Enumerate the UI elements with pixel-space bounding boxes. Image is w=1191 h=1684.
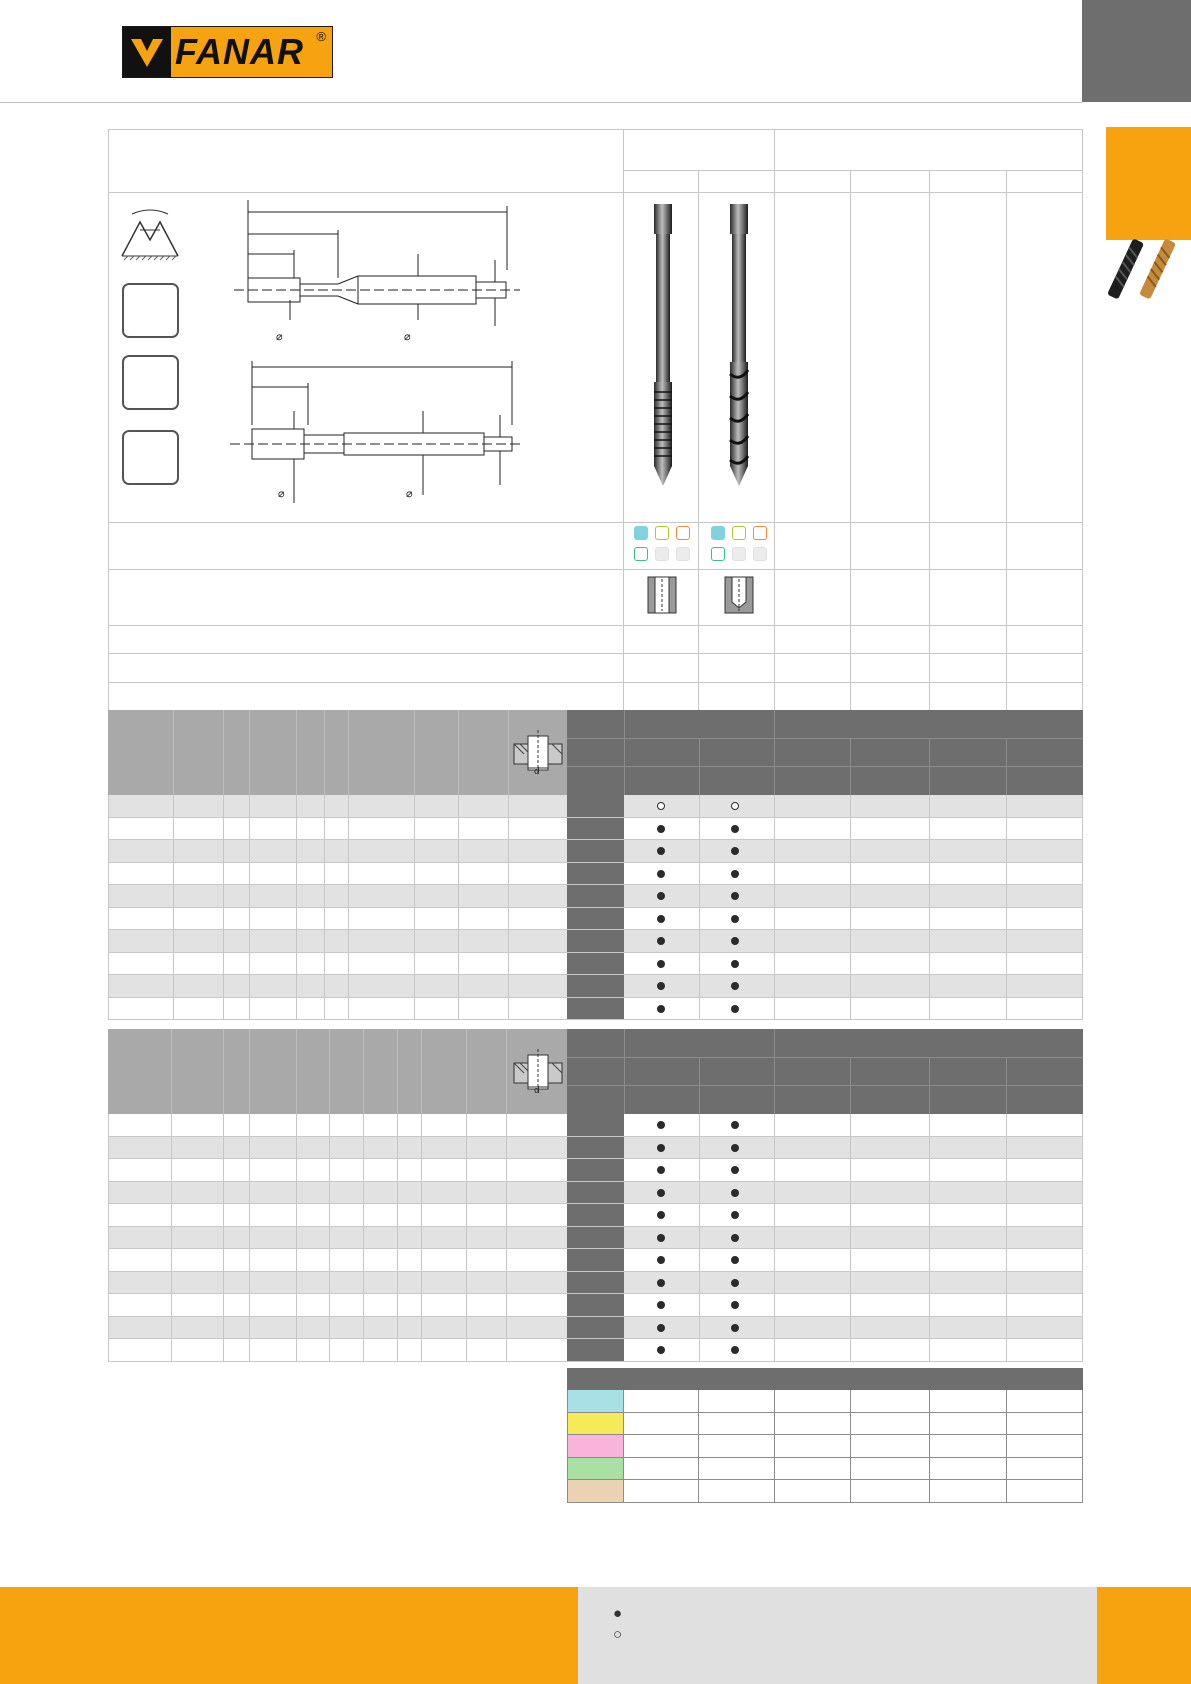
grid-line	[108, 1019, 1083, 1020]
grid-line	[108, 1114, 109, 1362]
stock-mark	[731, 1166, 739, 1174]
row-label-cell	[567, 1339, 624, 1362]
grid-line	[296, 710, 297, 795]
grid-line	[850, 1114, 851, 1362]
grid-line	[506, 1029, 507, 1114]
stock-mark	[657, 1256, 665, 1264]
grid-line	[774, 795, 775, 1020]
footer-legend-panel	[578, 1587, 1097, 1684]
row-label-cell	[567, 1114, 624, 1137]
row-label-cell	[567, 998, 624, 1021]
grid-line	[348, 795, 349, 1020]
diameter-symbol: ⌀	[276, 330, 283, 343]
grid-line	[324, 795, 325, 1020]
stock-mark	[657, 1301, 665, 1309]
fanar-logo	[122, 26, 333, 78]
row-label-cell	[567, 1137, 624, 1160]
grid-line	[329, 1114, 330, 1362]
stock-mark	[731, 1324, 739, 1332]
logo-text: FANAR	[175, 31, 304, 72]
tap-drill-hole-icon	[512, 730, 564, 774]
grid-line	[223, 1029, 224, 1114]
table-header-block	[108, 1029, 567, 1114]
diameter-symbol: ⌀	[278, 487, 285, 500]
grid-line	[850, 1390, 851, 1503]
tolerance-box	[711, 547, 725, 561]
diameter-symbol: ⌀	[404, 330, 411, 343]
stock-mark	[657, 1144, 665, 1152]
thread-profile-icon	[118, 204, 182, 264]
stock-mark	[657, 1189, 665, 1197]
size-table-2	[108, 1029, 1083, 1362]
grid-line	[466, 1029, 467, 1114]
grid-line	[506, 1114, 507, 1362]
material-swatch	[567, 1480, 623, 1503]
material-swatch	[567, 1435, 623, 1458]
row-label-cell	[567, 1227, 624, 1250]
grid-line	[774, 1114, 775, 1362]
tolerance-box	[732, 547, 746, 561]
grid-line	[223, 795, 224, 1020]
grid-line	[1082, 1390, 1083, 1503]
row-label-cell	[567, 818, 624, 841]
tap-drawing-straight	[230, 200, 530, 350]
stock-mark	[731, 1346, 739, 1354]
straight-flute-tap-image	[646, 204, 680, 486]
tap-drill-hole-icon	[512, 1049, 564, 1093]
stock-mark	[657, 1211, 665, 1219]
grid-line	[623, 1390, 624, 1503]
tolerance-box	[676, 526, 690, 540]
grid-line	[108, 192, 1083, 193]
grid-line	[223, 710, 224, 795]
grid-line	[397, 1029, 398, 1114]
tap-thumbnail-icon	[1108, 238, 1180, 304]
material-group-icons	[711, 526, 771, 566]
material-legend-table	[567, 1368, 1083, 1504]
grid-line	[249, 1029, 250, 1114]
size-table-1	[108, 710, 1083, 1021]
row-label-cell	[567, 930, 624, 953]
tolerance-box	[732, 526, 746, 540]
stock-mark	[731, 960, 739, 968]
row-label-cell	[567, 1182, 624, 1205]
grid-line	[108, 625, 1083, 626]
grid-line	[171, 1114, 172, 1362]
grid-line	[624, 710, 625, 795]
grid-line	[850, 795, 851, 1020]
symbol-box	[122, 283, 179, 338]
grid-line	[296, 795, 297, 1020]
grid-line	[108, 569, 1083, 570]
material-group-icons	[634, 526, 694, 566]
grid-line	[1006, 795, 1007, 1020]
grid-line	[421, 1029, 422, 1114]
stock-mark	[731, 1121, 739, 1129]
stock-mark	[657, 915, 665, 923]
footer-page-tab	[1097, 1587, 1191, 1684]
row-label-cell	[567, 1294, 624, 1317]
grid-line	[458, 795, 459, 1020]
svg-text:d: d	[534, 1086, 540, 1093]
grid-line	[171, 1029, 172, 1114]
grid-line	[929, 1390, 930, 1503]
grid-line	[1082, 795, 1083, 1020]
legend-header	[567, 1368, 1083, 1390]
grid-line	[421, 1114, 422, 1362]
grid-line	[414, 795, 415, 1020]
grid-line	[698, 1390, 699, 1503]
grid-line	[223, 1114, 224, 1362]
blind-hole-icon	[724, 576, 754, 614]
grid-line	[774, 129, 775, 711]
grid-line	[698, 170, 699, 711]
row-label-cell	[567, 908, 624, 931]
grid-line	[929, 170, 930, 711]
stock-mark	[657, 1166, 665, 1174]
stock-mark	[731, 1144, 739, 1152]
stock-mark	[657, 1279, 665, 1287]
grid-line	[108, 682, 1083, 683]
grid-line	[108, 795, 109, 1020]
symbol-box	[122, 430, 179, 485]
grid-line	[414, 710, 415, 795]
grid-line	[108, 522, 1083, 523]
legend-order-symbol: ○	[613, 1626, 623, 1643]
row-label-cell	[567, 840, 624, 863]
row-label-cell	[567, 1317, 624, 1340]
grid-line	[329, 1029, 330, 1114]
grid-line	[249, 795, 250, 1020]
section-tab	[1106, 127, 1191, 240]
stock-mark	[731, 1234, 739, 1242]
row-label-cell	[567, 885, 624, 908]
grid-line	[108, 1361, 1083, 1362]
grid-line	[508, 710, 509, 795]
grid-line	[1082, 1114, 1083, 1362]
grid-line	[929, 1114, 930, 1362]
grid-line	[929, 795, 930, 1020]
grid-line	[623, 170, 1083, 171]
stock-mark	[657, 870, 665, 878]
tolerance-box	[655, 526, 669, 540]
tolerance-box	[753, 547, 767, 561]
tolerance-box	[753, 526, 767, 540]
tolerance-box	[711, 526, 725, 540]
footer-band	[0, 1587, 578, 1684]
stock-mark	[657, 825, 665, 833]
grid-line	[249, 1114, 250, 1362]
stock-mark	[657, 1005, 665, 1013]
row-label-cell	[567, 1159, 624, 1182]
grid-line	[466, 1114, 467, 1362]
table-header-block	[108, 710, 567, 795]
grid-line	[173, 795, 174, 1020]
row-label-cell	[567, 975, 624, 998]
stock-mark	[731, 1279, 739, 1287]
grid-line	[567, 1057, 1083, 1058]
grid-line	[1006, 1114, 1007, 1362]
grid-line	[699, 795, 700, 1020]
tolerance-box	[676, 547, 690, 561]
tap-drawing-spiral	[230, 355, 530, 505]
legend-stock-symbol: ●	[613, 1605, 623, 1622]
spiral-flute-tap-image	[722, 204, 756, 486]
grid-line	[567, 766, 1083, 767]
stock-mark	[731, 1256, 739, 1264]
tolerance-box	[634, 547, 648, 561]
grid-line	[363, 1029, 364, 1114]
stock-mark	[657, 1234, 665, 1242]
grid-line	[850, 170, 851, 711]
stock-mark	[731, 1301, 739, 1309]
stock-mark	[657, 1324, 665, 1332]
row-label-cell	[567, 1272, 624, 1295]
row-label-cell	[567, 1204, 624, 1227]
row-label-cell	[567, 863, 624, 886]
grid-line	[249, 710, 250, 795]
grid-line	[567, 738, 1083, 739]
stock-mark	[657, 1346, 665, 1354]
grid-line	[173, 710, 174, 795]
grid-line	[774, 1390, 775, 1503]
grid-line	[567, 1390, 568, 1503]
tolerance-box	[634, 526, 648, 540]
material-swatch	[567, 1458, 623, 1481]
grid-line	[508, 795, 509, 1020]
grid-line	[1006, 1390, 1007, 1503]
corner-tab	[1082, 0, 1191, 102]
grid-line	[567, 1085, 1083, 1086]
grid-line	[774, 710, 775, 795]
grid-line	[324, 710, 325, 795]
stock-mark	[657, 960, 665, 968]
stock-mark	[731, 915, 739, 923]
stock-mark	[731, 1005, 739, 1013]
row-label-cell	[567, 953, 624, 976]
svg-text:d: d	[534, 767, 540, 774]
logo-mark-icon	[123, 27, 171, 77]
grid-line	[458, 710, 459, 795]
grid-line	[348, 710, 349, 795]
tolerance-box	[655, 547, 669, 561]
symbol-box	[122, 355, 179, 410]
stock-mark	[731, 825, 739, 833]
stock-mark	[731, 870, 739, 878]
grid-line	[1006, 170, 1007, 711]
material-swatch	[567, 1413, 623, 1436]
grid-line	[624, 1029, 625, 1114]
grid-line	[397, 1114, 398, 1362]
grid-line	[296, 1029, 297, 1114]
row-label-cell	[567, 1249, 624, 1272]
grid-line	[623, 129, 624, 711]
stock-mark	[731, 1211, 739, 1219]
registered-mark: ®	[316, 29, 326, 44]
grid-line	[774, 1029, 775, 1114]
material-swatch	[567, 1390, 623, 1413]
grid-line	[699, 1114, 700, 1362]
grid-line	[363, 1114, 364, 1362]
through-hole-icon	[647, 576, 677, 614]
stock-mark	[657, 1121, 665, 1129]
header-divider	[0, 102, 1082, 103]
grid-line	[296, 1114, 297, 1362]
diameter-symbol: ⌀	[406, 487, 413, 500]
row-label-cell	[567, 795, 624, 818]
grid-line	[108, 653, 1083, 654]
stock-mark	[731, 1189, 739, 1197]
